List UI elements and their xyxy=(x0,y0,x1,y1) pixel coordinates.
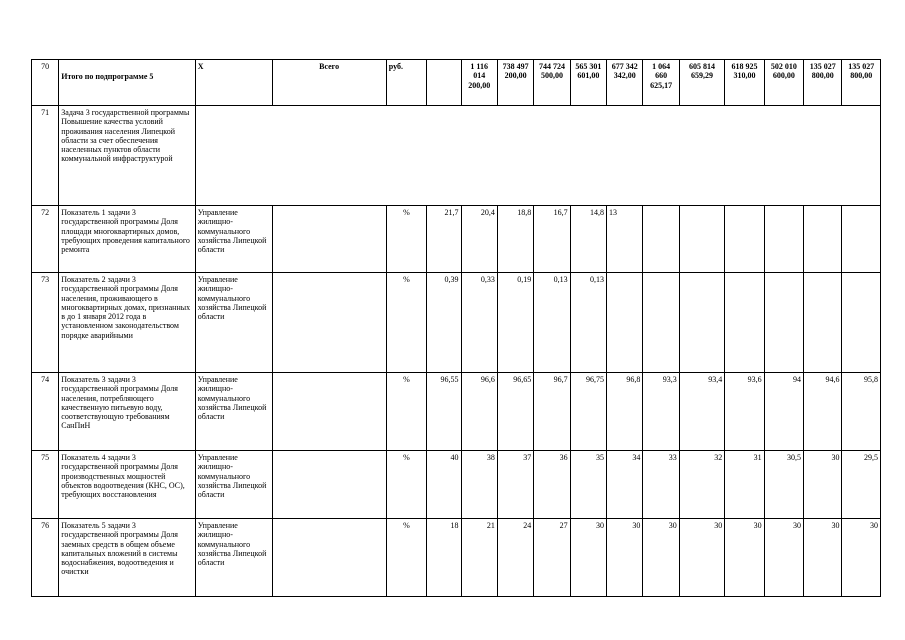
value-cell: 0,33 xyxy=(461,273,497,373)
source-cell xyxy=(272,273,386,373)
value-cell: 30 xyxy=(804,519,842,597)
value-cell: 30 xyxy=(725,519,764,597)
value-cell xyxy=(679,273,724,373)
program-indicators-table xyxy=(31,59,881,597)
value-cell: 96,75 xyxy=(570,373,606,451)
executor-cell: Управление жилищно-коммунального хозяйства Липецкой области xyxy=(195,206,272,273)
value-cell: 30,5 xyxy=(764,451,803,519)
value-cell xyxy=(643,273,679,373)
unit-cell: % xyxy=(386,451,426,519)
value-cell xyxy=(804,206,842,273)
value-cell: 33 xyxy=(643,451,679,519)
value-cell: 565 301 601,00 xyxy=(570,60,606,106)
value-cell: 0,13 xyxy=(570,273,606,373)
source-cell: Всего xyxy=(272,60,386,106)
value-cell: 94,6 xyxy=(804,373,842,451)
table-row-75 xyxy=(32,451,881,519)
source-cell xyxy=(272,373,386,451)
row-name-text: Итого по подпрограмме 5 xyxy=(61,72,154,81)
value-cell: 32 xyxy=(679,451,724,519)
value-cell: 14,8 xyxy=(570,206,606,273)
value-cell: 618 925 310,00 xyxy=(725,60,764,106)
source-cell xyxy=(272,451,386,519)
value-cell: 38 xyxy=(461,451,497,519)
executor-cell: Управление жилищно-коммунального хозяйства Липецкой области xyxy=(195,451,272,519)
value-cell: 36 xyxy=(534,451,570,519)
value-cell: 30 xyxy=(607,519,643,597)
table-row-70 xyxy=(32,60,881,106)
value-cell: 93,3 xyxy=(643,373,679,451)
value-cell: 24 xyxy=(497,519,533,597)
value-cell: 135 027 800,00 xyxy=(804,60,842,106)
value-cell: 605 814 659,29 xyxy=(679,60,724,106)
value-cell xyxy=(764,206,803,273)
table-row-74 xyxy=(32,373,881,451)
value-cell: 18,8 xyxy=(497,206,533,273)
row-number: 72 xyxy=(32,206,59,273)
executor-cell: Управление жилищно-коммунального хозяйства Липецкой области xyxy=(195,273,272,373)
value-cell: 29,5 xyxy=(842,451,881,519)
value-cell: 30 xyxy=(643,519,679,597)
executor-cell: Управление жилищно-коммунального хозяйства Липецкой области xyxy=(195,519,272,597)
value-cell: 20,4 xyxy=(461,206,497,273)
value-cell: 96,7 xyxy=(534,373,570,451)
row-number: 76 xyxy=(32,519,59,597)
value-cell xyxy=(764,273,803,373)
row-name: Показатель 4 задачи 3 государственной программы Доля производственных мощностей объектов водоотведения (КНС, ОС), требующих восстановления xyxy=(59,451,195,519)
value-cell: 502 010 600,00 xyxy=(764,60,803,106)
value-cell: 95,8 xyxy=(842,373,881,451)
value-cell: 135 027 800,00 xyxy=(842,60,881,106)
row-name: Показатель 3 задачи 3 государственной программы Доля населения, потребляющего качественную питьевую воду, соответствующую требованиям СанПиН xyxy=(59,373,195,451)
base-value-cell: 96,55 xyxy=(427,373,461,451)
value-cell: 738 497 200,00 xyxy=(497,60,533,106)
value-cell: 96,8 xyxy=(607,373,643,451)
value-cell: 30 xyxy=(764,519,803,597)
value-cell xyxy=(842,273,881,373)
empty-span-cell xyxy=(195,106,880,206)
value-cell: 96,65 xyxy=(497,373,533,451)
row-number: 73 xyxy=(32,273,59,373)
value-cell: 30 xyxy=(679,519,724,597)
value-cell: 93,6 xyxy=(725,373,764,451)
source-cell xyxy=(272,519,386,597)
executor-cell: Управление жилищно-коммунального хозяйства Липецкой области xyxy=(195,373,272,451)
unit-cell: руб. xyxy=(386,60,426,106)
value-cell xyxy=(842,206,881,273)
row-number: 70 xyxy=(32,60,59,106)
value-cell: 0,13 xyxy=(534,273,570,373)
value-cell: 744 724 500,00 xyxy=(534,60,570,106)
row-name: Показатель 5 задачи 3 государственной программы Доля заемных средств в общем объеме капитальных вложений в системы водоснабжения, водоотведения и очистки xyxy=(59,519,195,597)
table-row-71 xyxy=(32,106,881,206)
value-cell: 677 342 342,00 xyxy=(607,60,643,106)
value-cell xyxy=(607,273,643,373)
unit-cell: % xyxy=(386,273,426,373)
row-name: Показатель 2 задачи 3 государственной программы Доля населения, проживающего в многоквартирных домах, признанных в до 1 января 2012 года в установленном законодательством порядке аварийными xyxy=(59,273,195,373)
base-value-cell: 0,39 xyxy=(427,273,461,373)
row-name: Показатель 1 задачи 3 государственной программы Доля площади многоквартирных домов, требующих проведения капитального ремонта xyxy=(59,206,195,273)
unit-cell: % xyxy=(386,373,426,451)
unit-cell: % xyxy=(386,206,426,273)
value-cell: 13 xyxy=(607,206,643,273)
table-row-73 xyxy=(32,273,881,373)
value-cell: 0,19 xyxy=(497,273,533,373)
source-cell xyxy=(272,206,386,273)
value-cell: 1 116 014 200,00 xyxy=(461,60,497,106)
value-cell: 34 xyxy=(607,451,643,519)
value-cell: 93,4 xyxy=(679,373,724,451)
value-cell: 27 xyxy=(534,519,570,597)
value-cell: 96,6 xyxy=(461,373,497,451)
unit-cell: % xyxy=(386,519,426,597)
row-number: 74 xyxy=(32,373,59,451)
value-cell xyxy=(725,273,764,373)
base-value-cell: 18 xyxy=(427,519,461,597)
value-cell xyxy=(804,273,842,373)
base-value-cell xyxy=(427,60,461,106)
value-cell: 16,7 xyxy=(534,206,570,273)
value-cell xyxy=(725,206,764,273)
value-cell: 30 xyxy=(842,519,881,597)
value-cell xyxy=(643,206,679,273)
value-cell: 35 xyxy=(570,451,606,519)
value-cell: 1 064 660 625,17 xyxy=(643,60,679,106)
value-cell: 30 xyxy=(570,519,606,597)
row-number: 71 xyxy=(32,106,59,206)
row-name xyxy=(59,60,195,106)
table-row-72 xyxy=(32,206,881,273)
value-cell: 31 xyxy=(725,451,764,519)
value-cell xyxy=(679,206,724,273)
row-name: Задача 3 государственной программы Повышение качества условий проживания населения Липецкой области за счет обеспечения населенных пунктов области коммунальной инфраструктурой xyxy=(59,106,195,206)
base-value-cell: 40 xyxy=(427,451,461,519)
value-cell: 37 xyxy=(497,451,533,519)
executor-cell: X xyxy=(195,60,272,106)
base-value-cell: 21,7 xyxy=(427,206,461,273)
value-cell: 30 xyxy=(804,451,842,519)
value-cell: 21 xyxy=(461,519,497,597)
row-number: 75 xyxy=(32,451,59,519)
table-row-76 xyxy=(32,519,881,597)
value-cell: 94 xyxy=(764,373,803,451)
